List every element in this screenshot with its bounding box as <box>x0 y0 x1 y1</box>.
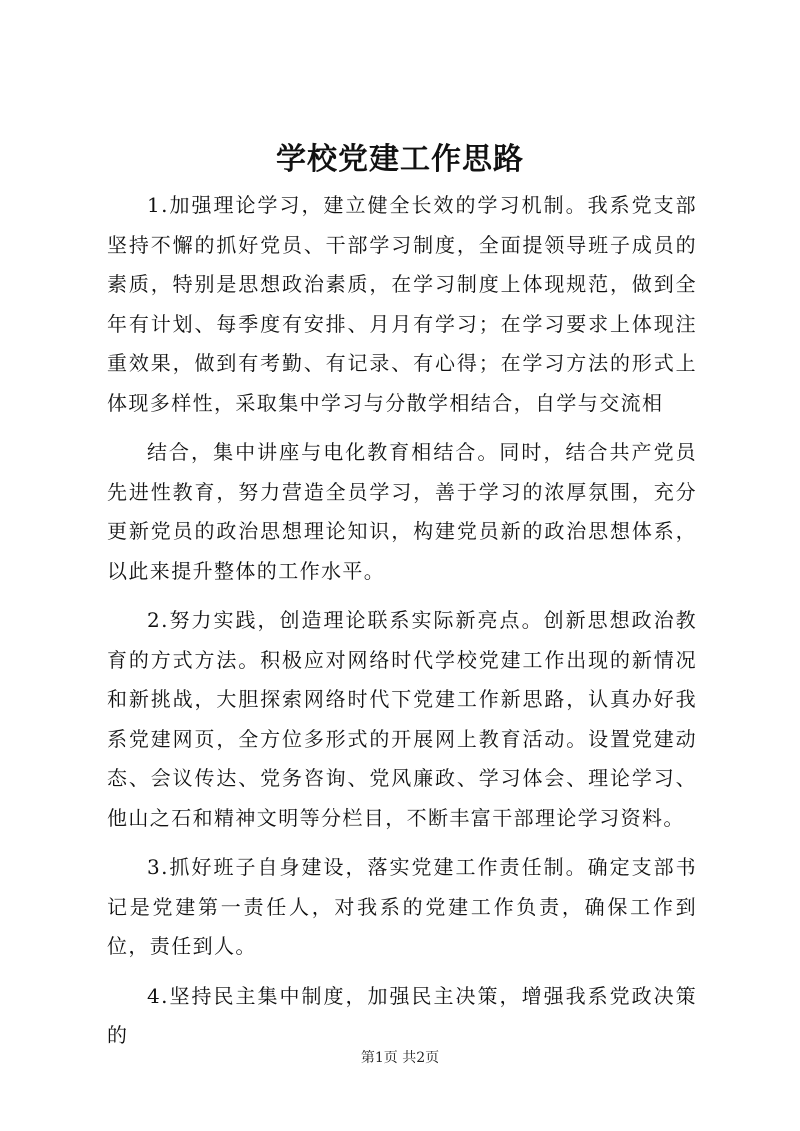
paragraph-1: 1.加强理论学习，建立健全长效的学习机制。我系党支部坚持不懈的抓好党员、干部学习制度，全面提领导班子成员的素质，特别是思想政治素质，在学习制度上体现规范，做到全年有计划、每季度有安排、月月有学习；在学习要求上体现注重效果，做到有考勤、有记录、有心得；在学习方法的形式上体现多样性，采取集中学习与分散学相结合，自学与交流相 <box>107 193 697 415</box>
paragraph-5: 4.坚持民主集中制度，加强民主决策，增强我系党政决策的 <box>107 983 697 1047</box>
paragraph-2: 结合，集中讲座与电化教育相结合。同时，结合共产党员先进性教育，努力营造全员学习，善于学习的浓厚氛围，充分更新党员的政治思想理论知识，构建党员新的政治思想体系，以此来提升整体的工作水平。 <box>107 440 697 583</box>
page-footer: 第1页 共2页 <box>360 1050 440 1066</box>
paragraph-4: 3.抓好班子自身建设，落实党建工作责任制。确定支部书记是党建第一责任人，对我系的党建工作负责，确保工作到位，责任到人。 <box>107 855 697 958</box>
document-title: 学校党建工作思路 <box>276 142 524 177</box>
document-body <box>107 186 697 1066</box>
paragraph-3: 2.努力实践，创造理论联系实际新亮点。创新思想政治教育的方式方法。积极应对网络时代学校党建工作出现的新情况和新挑战，大胆探索网络时代下党建工作新思路，认真办好我系党建网页，全方位多形式的开展网上教育活动。设置党建动态、会议传达、党务咨询、党风廉政、学习体会、理论学习、他山之石和精神文明等分栏目，不断丰富干部理论学习资料。 <box>107 608 697 830</box>
